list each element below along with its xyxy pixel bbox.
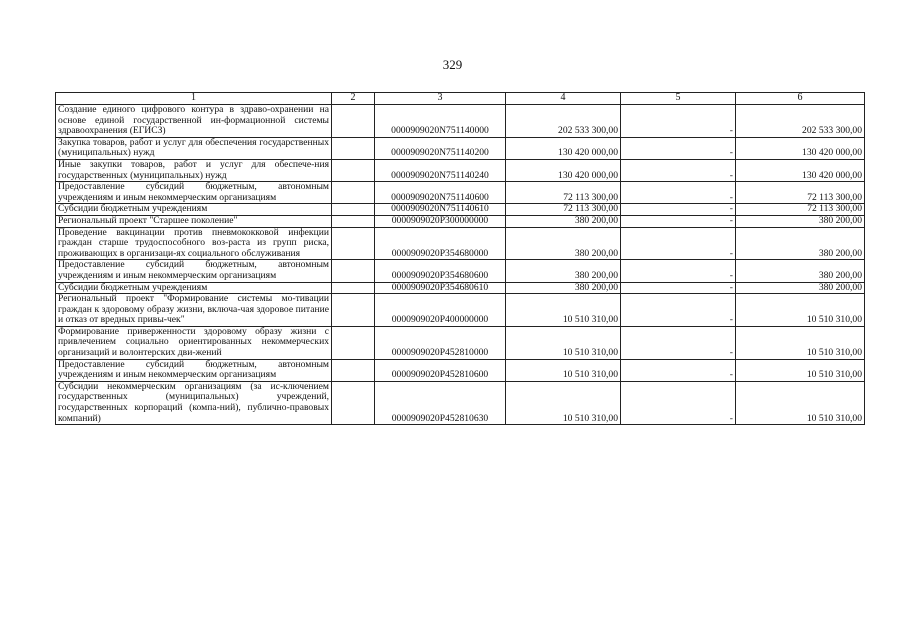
row-name: Субсидии некоммерческим организациям (за ис-ключением государственных (муниципальных) учреждений, государственных корпораций (компа-ний), публично-правовых компаний) (56, 381, 332, 424)
row-name: Субсидии бюджетным учреждениям (56, 204, 332, 216)
table-row (56, 204, 865, 216)
row-section (332, 182, 375, 204)
row-col5: - (621, 204, 736, 216)
row-amount: 380 200,00 (506, 215, 621, 227)
row-code: 0000909020P354680000 (375, 227, 506, 260)
row-name: Субсидии бюджетным учреждениям (56, 282, 332, 294)
row-col5: - (621, 359, 736, 381)
row-name: Региональный проект "Старшее поколение" (56, 215, 332, 227)
table-row (56, 294, 865, 327)
row-col5: - (621, 294, 736, 327)
row-code: 0000909020P452810600 (375, 359, 506, 381)
budget-table (55, 92, 865, 425)
row-section (332, 260, 375, 282)
row-code: 0000909020N751140610 (375, 204, 506, 216)
table-row (56, 282, 865, 294)
table-row (56, 326, 865, 359)
table-header-row (56, 93, 865, 105)
row-amount: 380 200,00 (506, 227, 621, 260)
row-amount: 130 420 000,00 (506, 137, 621, 159)
row-total: 380 200,00 (736, 260, 865, 282)
row-amount: 72 113 300,00 (506, 204, 621, 216)
table-row (56, 359, 865, 381)
table-row (56, 215, 865, 227)
row-amount: 380 200,00 (506, 260, 621, 282)
row-code: 0000909020P354680600 (375, 260, 506, 282)
row-section (332, 137, 375, 159)
row-section (332, 215, 375, 227)
table-row (56, 260, 865, 282)
row-name: Формирование приверженности здоровому образу жизни с привлечением социально ориентированных некоммерческих организаций и волонтерских дви-жений (56, 326, 332, 359)
row-total: 10 510 310,00 (736, 381, 865, 424)
row-amount: 10 510 310,00 (506, 381, 621, 424)
row-total: 380 200,00 (736, 227, 865, 260)
row-code: 0000909020P300000000 (375, 215, 506, 227)
column-header: 5 (621, 93, 736, 105)
row-total: 10 510 310,00 (736, 359, 865, 381)
row-code: 0000909020N751140240 (375, 159, 506, 181)
row-amount: 202 533 300,00 (506, 105, 621, 138)
row-amount: 10 510 310,00 (506, 359, 621, 381)
row-name: Предоставление субсидий бюджетным, автономным учреждениям и иным некоммерческим организациям (56, 359, 332, 381)
row-code: 0000909020P400000000 (375, 294, 506, 327)
row-total: 130 420 000,00 (736, 159, 865, 181)
row-name: Региональный проект "Формирование системы мо-тивации граждан к здоровому образу жизни, включа-чая здоровое питание и отказ от вредных привы-чек" (56, 294, 332, 327)
row-code: 0000909020P452810630 (375, 381, 506, 424)
row-col5: - (621, 215, 736, 227)
row-code: 0000909020N751140600 (375, 182, 506, 204)
row-section (332, 294, 375, 327)
row-name: Предоставление субсидий бюджетным, автономным учреждениям и иным некоммерческим организациям (56, 260, 332, 282)
row-total: 202 533 300,00 (736, 105, 865, 138)
table-row (56, 381, 865, 424)
row-amount: 130 420 000,00 (506, 159, 621, 181)
page-number: 329 (442, 57, 463, 72)
row-section (332, 381, 375, 424)
row-name: Иные закупки товаров, работ и услуг для обеспече-ния государственных (муниципальных) нужд (56, 159, 332, 181)
row-section (332, 282, 375, 294)
row-col5: - (621, 137, 736, 159)
row-col5: - (621, 159, 736, 181)
table-row (56, 105, 865, 138)
column-header: 4 (506, 93, 621, 105)
row-amount: 10 510 310,00 (506, 294, 621, 327)
row-col5: - (621, 260, 736, 282)
row-section (332, 159, 375, 181)
row-name: Закупка товаров, работ и услуг для обеспечения государственных (муниципальных) нужд (56, 137, 332, 159)
row-name: Создание единого цифрового контура в здраво-охранении на основе единой государственной ин-формационной системы здравоохранения (ЕГИСЗ) (56, 105, 332, 138)
row-section (332, 359, 375, 381)
column-header: 3 (375, 93, 506, 105)
row-name: Предоставление субсидий бюджетным, автономным учреждениям и иным некоммерческим организациям (56, 182, 332, 204)
row-amount: 72 113 300,00 (506, 182, 621, 204)
row-col5: - (621, 182, 736, 204)
row-amount: 380 200,00 (506, 282, 621, 294)
row-code: 0000909020P354680610 (375, 282, 506, 294)
column-header: 2 (332, 93, 375, 105)
row-section (332, 227, 375, 260)
row-section (332, 105, 375, 138)
row-col5: - (621, 227, 736, 260)
table-row (56, 227, 865, 260)
row-total: 10 510 310,00 (736, 326, 865, 359)
row-amount: 10 510 310,00 (506, 326, 621, 359)
row-section (332, 204, 375, 216)
row-code: 0000909020P452810000 (375, 326, 506, 359)
column-header: 6 (736, 93, 865, 105)
row-section (332, 326, 375, 359)
row-code: 0000909020N751140200 (375, 137, 506, 159)
row-total: 130 420 000,00 (736, 137, 865, 159)
row-name: Проведение вакцинации против пневмококковой инфекции граждан старше трудоспособного воз-раста из групп риска, проживающих в организаци-ях социального обслуживания (56, 227, 332, 260)
column-header: 1 (56, 93, 332, 105)
row-col5: - (621, 381, 736, 424)
row-col5: - (621, 105, 736, 138)
row-code: 0000909020N751140000 (375, 105, 506, 138)
row-total: 72 113 300,00 (736, 182, 865, 204)
row-total: 380 200,00 (736, 215, 865, 227)
row-col5: - (621, 282, 736, 294)
table-row (56, 182, 865, 204)
row-total: 10 510 310,00 (736, 294, 865, 327)
table-row (56, 159, 865, 181)
row-total: 72 113 300,00 (736, 204, 865, 216)
row-total: 380 200,00 (736, 282, 865, 294)
row-col5: - (621, 326, 736, 359)
table-row (56, 137, 865, 159)
